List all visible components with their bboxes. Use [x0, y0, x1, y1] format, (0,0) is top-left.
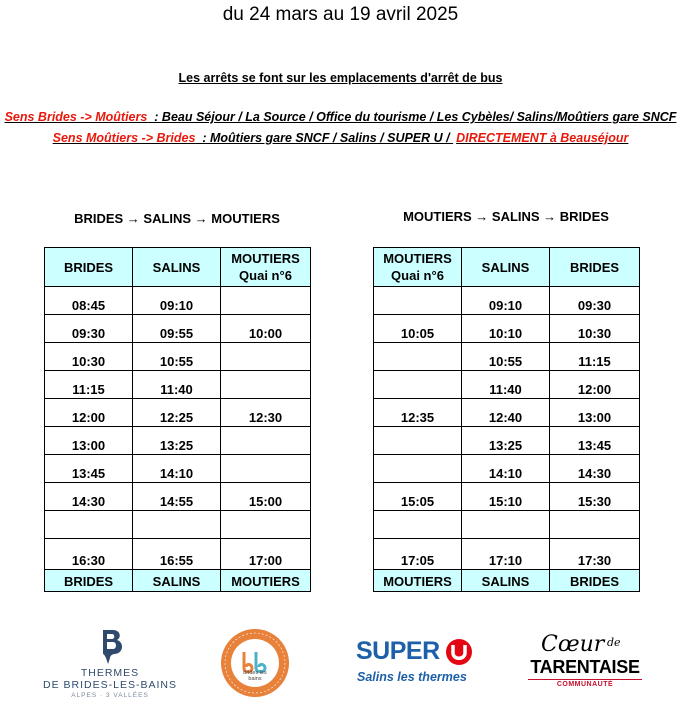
column-header-line: Quai n°6 [239, 268, 292, 283]
time-cell [133, 511, 221, 539]
column-footer: SALINS [133, 570, 221, 592]
time-cell: 12:30 [221, 399, 311, 427]
time-cell: 12:00 [45, 399, 133, 427]
time-cell [45, 511, 133, 539]
time-cell: 15:10 [462, 483, 550, 511]
direction-stops: Moûtiers gare SNCF / Salins / SUPER U / [209, 131, 454, 145]
superu-brand: SUPER [356, 637, 440, 665]
table-row [45, 427, 311, 455]
time-cell [374, 343, 462, 371]
time-cell: 13:25 [462, 427, 550, 455]
time-cell: 14:30 [45, 483, 133, 511]
column-header-line: MOUTIERS [231, 251, 300, 266]
time-cell: 13:00 [550, 399, 640, 427]
table-row [374, 511, 640, 539]
time-cell [221, 455, 311, 483]
time-cell: 16:30 [45, 539, 133, 570]
time-cell: 09:30 [45, 315, 133, 343]
direction-moutiers-brides [0, 131, 681, 145]
time-cell [462, 511, 550, 539]
table-row [374, 427, 640, 455]
thermes-line2: DE BRIDES-LES-BAINS [43, 679, 177, 691]
table-row [374, 315, 640, 343]
thermes-logo [40, 628, 180, 698]
column-header-label: SALINS [481, 259, 530, 275]
time-cell [550, 511, 640, 539]
time-cell: 13:45 [550, 427, 640, 455]
table-row [45, 455, 311, 483]
time-cell [374, 511, 462, 539]
time-cell: 09:10 [133, 287, 221, 315]
time-cell: 14:55 [133, 483, 221, 511]
brides-badge-icon [220, 628, 290, 698]
column-header [133, 248, 221, 287]
superu-u-icon [445, 638, 473, 666]
time-cell: 13:00 [45, 427, 133, 455]
table-row [374, 455, 640, 483]
column-footer: SALINS [462, 570, 550, 592]
table-row [374, 371, 640, 399]
column-header-label: BRIDES [569, 259, 620, 275]
time-cell: 10:30 [45, 343, 133, 371]
time-cell: 10:55 [133, 343, 221, 371]
time-cell: 14:30 [550, 455, 640, 483]
stops-note: Les arrêts se font sur les emplacements d'arrêt de bus [178, 71, 503, 85]
time-cell: 13:25 [133, 427, 221, 455]
coeur-line3: COMMUNAUTÉ [556, 681, 614, 688]
time-cell: 15:00 [221, 483, 311, 511]
schedule-title: du 24 mars au 19 avril 2025 [222, 4, 459, 25]
route-heading-right: MOUTIERS → SALINS → BRIDES [403, 209, 609, 224]
thermes-line3: ALPES · 3 VALLÉES [71, 692, 149, 699]
superu-tagline: Salins les thermes [357, 670, 467, 684]
timetable-brides-moutiers [44, 247, 311, 592]
time-cell: 15:05 [374, 483, 462, 511]
time-cell: 15:30 [550, 483, 640, 511]
time-cell [374, 371, 462, 399]
table-row [374, 343, 640, 371]
brides-badge-logo [220, 628, 290, 698]
time-cell: 09:30 [550, 287, 640, 315]
direction-label: Sens Brides -> Moûtiers [4, 110, 148, 124]
column-header-label: SALINS [152, 259, 201, 275]
time-cell: 11:40 [462, 371, 550, 399]
time-cell [221, 343, 311, 371]
time-cell: 12:25 [133, 399, 221, 427]
table-row [374, 539, 640, 570]
time-cell [221, 287, 311, 315]
time-cell [374, 427, 462, 455]
table-row [45, 483, 311, 511]
direction-separator: : [147, 110, 162, 124]
time-cell: 16:55 [133, 539, 221, 570]
time-cell: 14:10 [133, 455, 221, 483]
table-row [45, 371, 311, 399]
time-cell: 11:15 [550, 343, 640, 371]
column-header [550, 248, 640, 287]
time-cell: 17:30 [550, 539, 640, 570]
table-row [45, 511, 311, 539]
direction-separator: : [195, 131, 210, 145]
table-row [45, 399, 311, 427]
column-header [45, 248, 133, 287]
column-footer: BRIDES [45, 570, 133, 592]
time-cell [221, 371, 311, 399]
table-row [45, 287, 311, 315]
column-header [221, 248, 311, 287]
time-cell: 10:30 [550, 315, 640, 343]
direction-label: Sens Moûtiers -> Brides [52, 131, 196, 145]
time-cell: 12:00 [550, 371, 640, 399]
column-header [462, 248, 550, 287]
time-cell [374, 287, 462, 315]
table-row [45, 343, 311, 371]
time-cell [221, 427, 311, 455]
direction-brides-moutiers [0, 110, 681, 124]
time-cell: 08:45 [45, 287, 133, 315]
superu-logo [353, 633, 477, 688]
column-footer: MOUTIERS [374, 570, 462, 592]
time-cell: 17:00 [221, 539, 311, 570]
direction-stops: Beau Séjour / La Source / Office du tourisme / Les Cybèles/ Salins/Moûtiers gare SNCF [161, 110, 677, 124]
column-header-line: MOUTIERS [383, 251, 452, 266]
route-heading-left: BRIDES → SALINS → MOUTIERS [74, 211, 280, 226]
table-row [374, 399, 640, 427]
table-row [45, 539, 311, 570]
column-header-label: BRIDES [63, 259, 114, 275]
time-cell: 10:00 [221, 315, 311, 343]
time-cell: 14:10 [462, 455, 550, 483]
brides-badge-text: brides les bains [243, 670, 267, 682]
time-cell: 10:55 [462, 343, 550, 371]
column-header [374, 248, 462, 287]
time-cell: 10:05 [374, 315, 462, 343]
time-cell: 13:45 [45, 455, 133, 483]
time-cell: 12:35 [374, 399, 462, 427]
coeur-line1: Cœur [541, 632, 605, 657]
thermes-mark-icon [40, 628, 180, 666]
time-cell: 17:05 [374, 539, 462, 570]
time-cell [221, 511, 311, 539]
coeur-tarentaise-logo [524, 632, 646, 694]
time-cell: 10:10 [462, 315, 550, 343]
table-row [374, 287, 640, 315]
column-footer: MOUTIERS [221, 570, 311, 592]
coeur-divider [528, 679, 642, 680]
time-cell: 17:10 [462, 539, 550, 570]
time-cell: 12:40 [462, 399, 550, 427]
column-footer: BRIDES [550, 570, 640, 592]
table-row [45, 315, 311, 343]
time-cell: 09:55 [133, 315, 221, 343]
time-cell: 09:10 [462, 287, 550, 315]
time-cell: 11:15 [45, 371, 133, 399]
coeur-line2: TARENTAISE [530, 657, 640, 677]
time-cell: 11:40 [133, 371, 221, 399]
timetable-moutiers-brides [373, 247, 640, 592]
table-row [374, 483, 640, 511]
coeur-line1-small: de [607, 636, 621, 649]
thermes-line1: THERMES [80, 667, 140, 679]
time-cell [374, 455, 462, 483]
direction-extra: DIRECTEMENT à Beauséjour [456, 131, 629, 145]
column-header-line: Quai n°6 [391, 268, 444, 283]
